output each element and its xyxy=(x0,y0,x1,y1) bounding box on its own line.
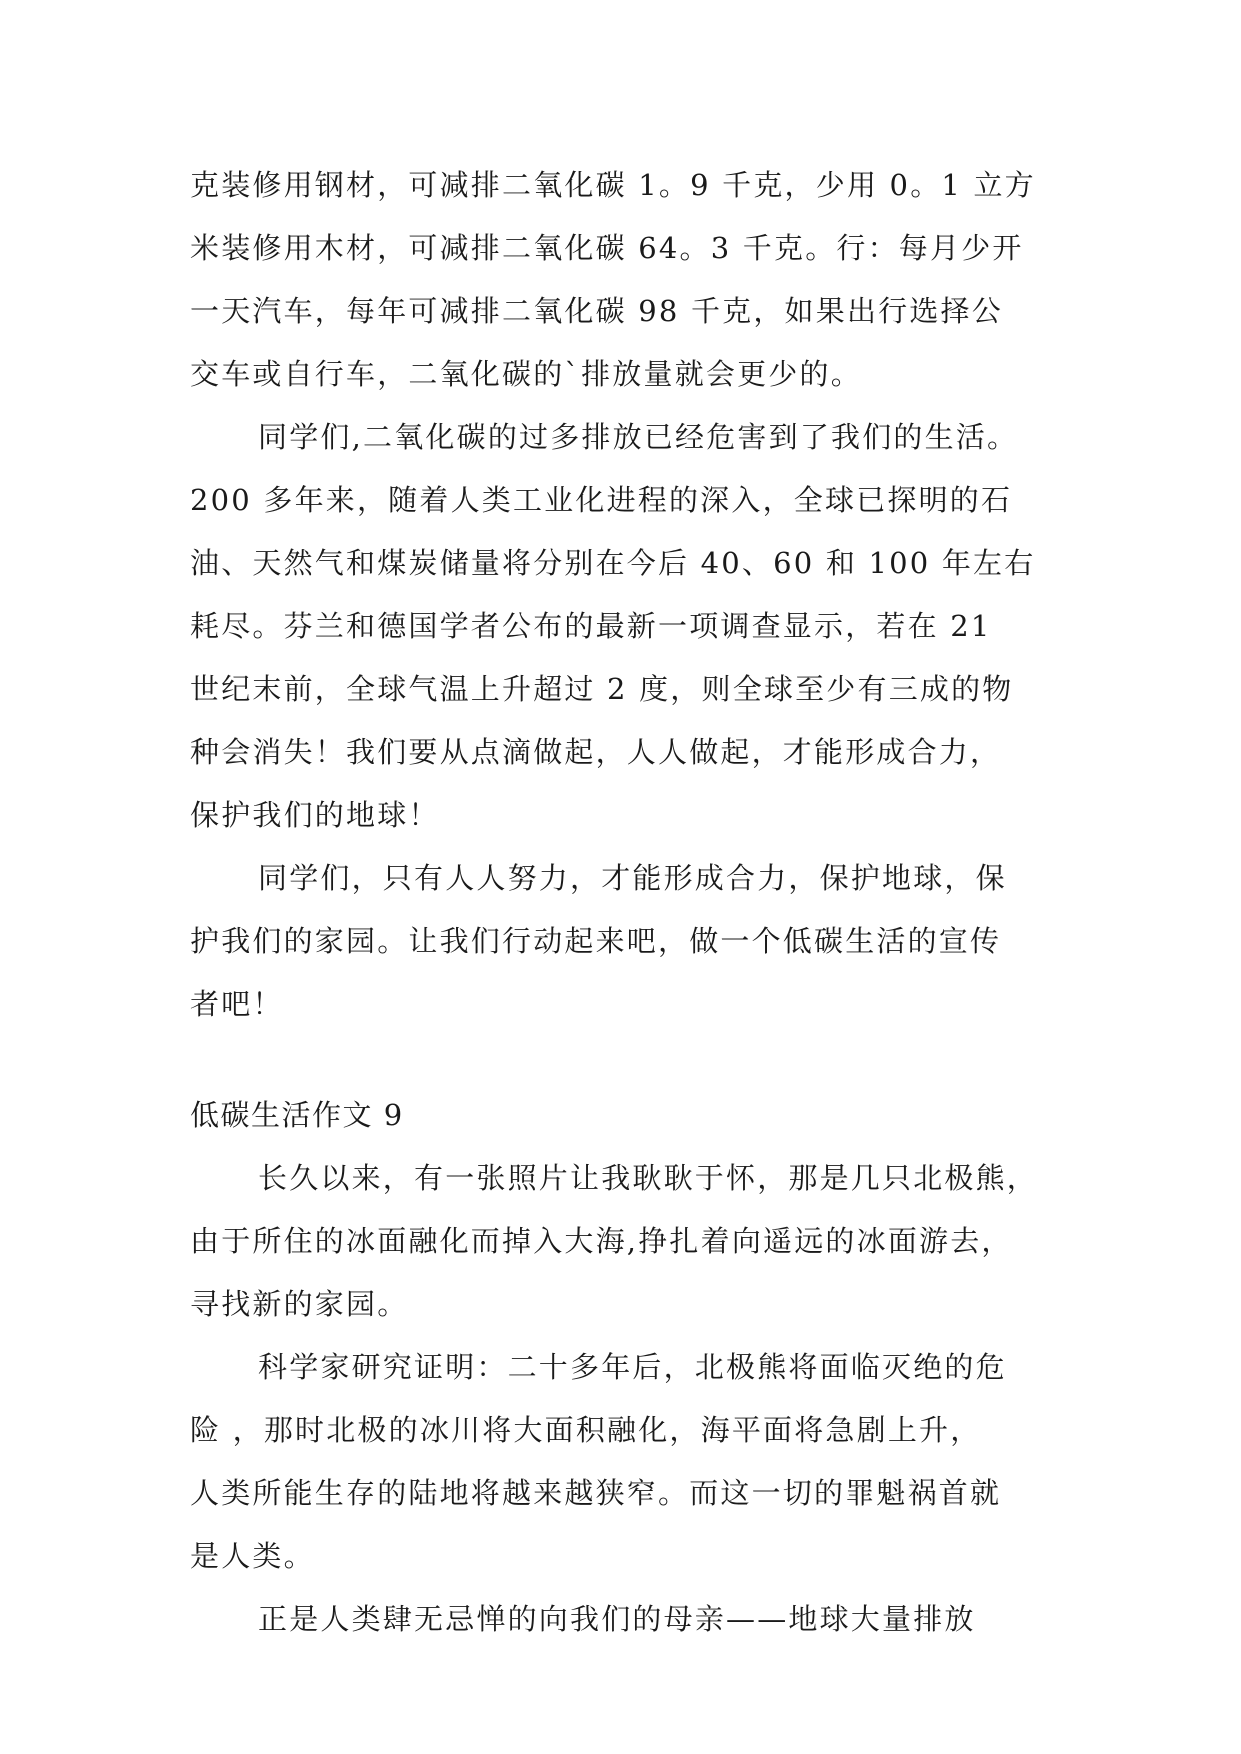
text-line: 世纪末前，全球气温上升超过 2 度，则全球至少有三成的物 xyxy=(190,672,1014,706)
paragraph-first-line: 科学家研究证明：二十多年后，北极熊将面临灭绝的危 xyxy=(258,1350,1007,1384)
text-line: 人类所能生存的陆地将越来越狭窄。而这一切的罪魁祸首就 xyxy=(190,1476,1002,1510)
text-line: 交车或自行车，二氧化碳的`排放量就会更少的。 xyxy=(190,357,862,391)
paragraph-first-line: 同学们,二氧化碳的过多排放已经危害到了我们的生活。 xyxy=(258,420,1019,454)
text-line: 米装修用木材，可减排二氧化碳 64。3 千克。行：每月少开 xyxy=(190,231,1024,265)
text-line: 寻找新的家园。 xyxy=(190,1287,409,1321)
text-line: 者吧！ xyxy=(190,987,284,1021)
text-line: 油、天然气和煤炭储量将分别在今后 40、60 和 100 年左右 xyxy=(190,546,1036,580)
text-line: 保护我们的地球！ xyxy=(190,798,440,832)
text-line: 险 ，那时北极的冰川将大面积融化，海平面将急剧上升， xyxy=(190,1413,982,1447)
text-line: 耗尽。芬兰和德国学者公布的最新一项调查显示，若在 21 xyxy=(190,609,992,643)
paragraph-first-line: 同学们，只有人人努力，才能形成合力，保护地球，保 xyxy=(258,861,1007,895)
text-line: 种会消失！我们要从点滴做起，人人做起，才能形成合力， xyxy=(190,735,1002,769)
text-line: 200 多年来，随着人类工业化进程的深入，全球已探明的石 xyxy=(190,483,1013,517)
section-heading: 低碳生活作文 9 xyxy=(190,1098,404,1132)
paragraph-first-line: 长久以来，有一张照片让我耿耿于怀，那是几只北极熊， xyxy=(258,1161,1039,1195)
text-line: 克装修用钢材，可减排二氧化碳 1。9 千克，少用 0。1 立方 xyxy=(190,168,1036,202)
text-line: 是人类。 xyxy=(190,1539,315,1573)
paragraph-first-line: 正是人类肆无忌惮的向我们的母亲——地球大量排放 xyxy=(258,1602,976,1636)
text-line: 护我们的家园。让我们行动起来吧，做一个低碳生活的宣传 xyxy=(190,924,1002,958)
text-line: 一天汽车，每年可减排二氧化碳 98 千克，如果出行选择公 xyxy=(190,294,1003,328)
text-line: 由于所住的冰面融化而掉入大海,挣扎着向遥远的冰面游去， xyxy=(190,1224,1013,1258)
